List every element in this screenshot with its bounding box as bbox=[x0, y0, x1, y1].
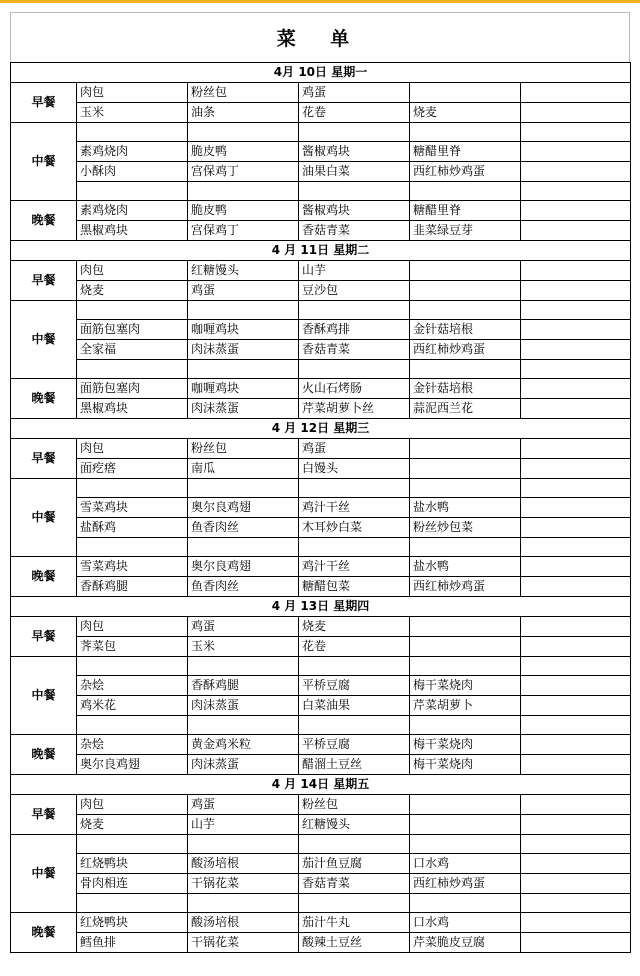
meal-label: 早餐 bbox=[11, 261, 77, 301]
dish-cell bbox=[77, 716, 188, 735]
dish-cell: 鱼香肉丝 bbox=[188, 577, 299, 597]
dish-cell bbox=[521, 538, 631, 557]
dish-cell: 盐水鸭 bbox=[410, 557, 521, 577]
meal-label: 早餐 bbox=[11, 439, 77, 479]
dish-cell bbox=[521, 182, 631, 201]
menu-table-body bbox=[11, 63, 631, 953]
dish-cell: 粉丝包 bbox=[188, 83, 299, 103]
dish-cell: 黄金鸡米粒 bbox=[188, 735, 299, 755]
table-row bbox=[11, 182, 631, 201]
table-row bbox=[11, 201, 631, 221]
dish-cell: 平桥豆腐 bbox=[299, 735, 410, 755]
dish-cell: 糖醋里脊 bbox=[410, 201, 521, 221]
table-row bbox=[11, 894, 631, 913]
dish-cell: 糖醋包菜 bbox=[299, 577, 410, 597]
dish-cell: 金针菇培根 bbox=[410, 379, 521, 399]
meal-label: 晚餐 bbox=[11, 735, 77, 775]
dish-cell: 面疙瘩 bbox=[77, 459, 188, 479]
dish-cell bbox=[299, 716, 410, 735]
dish-cell: 糖醋里脊 bbox=[410, 142, 521, 162]
table-row bbox=[11, 123, 631, 142]
dish-cell: 盐水鸭 bbox=[410, 498, 521, 518]
dish-cell: 油条 bbox=[188, 103, 299, 123]
dish-cell: 肉包 bbox=[77, 261, 188, 281]
dish-cell: 鸡蛋 bbox=[188, 795, 299, 815]
dish-cell bbox=[521, 142, 631, 162]
dish-cell bbox=[410, 795, 521, 815]
dish-cell: 肉包 bbox=[77, 617, 188, 637]
day-header: 4月 10日 星期一 bbox=[11, 63, 631, 83]
page-title bbox=[10, 12, 630, 62]
table-row bbox=[11, 340, 631, 360]
menu-table bbox=[10, 62, 631, 953]
dish-cell bbox=[521, 221, 631, 241]
dish-cell: 奥尔良鸡翅 bbox=[188, 557, 299, 577]
dish-cell bbox=[521, 913, 631, 933]
table-row bbox=[11, 933, 631, 953]
dish-cell: 雪菜鸡块 bbox=[77, 557, 188, 577]
dish-cell: 西红柿炒鸡蛋 bbox=[410, 340, 521, 360]
dish-cell: 面筋包塞肉 bbox=[77, 320, 188, 340]
dish-cell: 香菇青菜 bbox=[299, 340, 410, 360]
dish-cell: 茄汁牛丸 bbox=[299, 913, 410, 933]
dish-cell: 白馒头 bbox=[299, 459, 410, 479]
dish-cell: 烧麦 bbox=[77, 281, 188, 301]
dish-cell: 脆皮鸭 bbox=[188, 201, 299, 221]
day-header-row bbox=[11, 241, 631, 261]
dish-cell bbox=[521, 123, 631, 142]
dish-cell bbox=[188, 182, 299, 201]
day-header: 4 月 11日 星期二 bbox=[11, 241, 631, 261]
day-header-row bbox=[11, 419, 631, 439]
dish-cell: 金针菇培根 bbox=[410, 320, 521, 340]
dish-cell bbox=[77, 301, 188, 320]
table-row bbox=[11, 696, 631, 716]
dish-cell bbox=[521, 557, 631, 577]
dish-cell bbox=[521, 696, 631, 716]
table-row bbox=[11, 795, 631, 815]
day-header: 4 月 13日 星期四 bbox=[11, 597, 631, 617]
dish-cell bbox=[521, 657, 631, 676]
table-row bbox=[11, 755, 631, 775]
dish-cell: 肉包 bbox=[77, 439, 188, 459]
dish-cell: 黑椒鸡块 bbox=[77, 399, 188, 419]
dish-cell: 茄汁鱼豆腐 bbox=[299, 854, 410, 874]
dish-cell: 肉包 bbox=[77, 83, 188, 103]
table-row bbox=[11, 261, 631, 281]
dish-cell bbox=[521, 637, 631, 657]
dish-cell: 肉沫蒸蛋 bbox=[188, 755, 299, 775]
dish-cell bbox=[521, 755, 631, 775]
dish-cell: 蒜泥西兰花 bbox=[410, 399, 521, 419]
dish-cell: 奥尔良鸡翅 bbox=[188, 498, 299, 518]
dish-cell: 素鸡烧肉 bbox=[77, 142, 188, 162]
dish-cell: 肉包 bbox=[77, 795, 188, 815]
dish-cell bbox=[521, 439, 631, 459]
day-header-row bbox=[11, 775, 631, 795]
dish-cell: 玉米 bbox=[188, 637, 299, 657]
dish-cell: 宫保鸡丁 bbox=[188, 162, 299, 182]
meal-label: 中餐 bbox=[11, 123, 77, 201]
dish-cell bbox=[521, 735, 631, 755]
meal-label: 中餐 bbox=[11, 301, 77, 379]
dish-cell: 烧麦 bbox=[299, 617, 410, 637]
dish-cell: 芹菜脆皮豆腐 bbox=[410, 933, 521, 953]
dish-cell bbox=[521, 498, 631, 518]
dish-cell bbox=[521, 874, 631, 894]
meal-label: 晚餐 bbox=[11, 379, 77, 419]
dish-cell bbox=[77, 479, 188, 498]
table-row bbox=[11, 360, 631, 379]
dish-cell: 梅干菜烧肉 bbox=[410, 735, 521, 755]
dish-cell: 烧麦 bbox=[410, 103, 521, 123]
dish-cell bbox=[521, 360, 631, 379]
dish-cell bbox=[188, 657, 299, 676]
table-row bbox=[11, 716, 631, 735]
table-row bbox=[11, 577, 631, 597]
table-row bbox=[11, 221, 631, 241]
dish-cell: 肉沫蒸蛋 bbox=[188, 696, 299, 716]
top-accent-stripe bbox=[0, 0, 640, 3]
dish-cell bbox=[521, 933, 631, 953]
dish-cell: 粉丝炒包菜 bbox=[410, 518, 521, 538]
table-row bbox=[11, 557, 631, 577]
day-header: 4 月 12日 星期三 bbox=[11, 419, 631, 439]
menu-sheet bbox=[10, 12, 630, 953]
table-row bbox=[11, 657, 631, 676]
dish-cell bbox=[521, 795, 631, 815]
dish-cell: 鸡蛋 bbox=[299, 83, 410, 103]
dish-cell: 鸡蛋 bbox=[188, 617, 299, 637]
dish-cell: 黑椒鸡块 bbox=[77, 221, 188, 241]
dish-cell: 油果白菜 bbox=[299, 162, 410, 182]
dish-cell: 西红柿炒鸡蛋 bbox=[410, 577, 521, 597]
table-row bbox=[11, 617, 631, 637]
dish-cell bbox=[410, 281, 521, 301]
dish-cell: 面筋包塞肉 bbox=[77, 379, 188, 399]
dish-cell bbox=[410, 894, 521, 913]
dish-cell bbox=[410, 301, 521, 320]
dish-cell: 韭菜绿豆芽 bbox=[410, 221, 521, 241]
table-row bbox=[11, 835, 631, 854]
table-row bbox=[11, 142, 631, 162]
dish-cell: 香菇青菜 bbox=[299, 221, 410, 241]
dish-cell: 口水鸡 bbox=[410, 913, 521, 933]
dish-cell bbox=[299, 123, 410, 142]
dish-cell: 玉米 bbox=[77, 103, 188, 123]
dish-cell: 奥尔良鸡翅 bbox=[77, 755, 188, 775]
table-row bbox=[11, 854, 631, 874]
dish-cell bbox=[299, 657, 410, 676]
dish-cell: 梅干菜烧肉 bbox=[410, 755, 521, 775]
table-row bbox=[11, 301, 631, 320]
dish-cell bbox=[410, 182, 521, 201]
title-text: 菜 单 bbox=[276, 28, 364, 50]
table-row bbox=[11, 735, 631, 755]
dish-cell bbox=[410, 360, 521, 379]
dish-cell: 花卷 bbox=[299, 103, 410, 123]
dish-cell: 香酥鸡腿 bbox=[188, 676, 299, 696]
meal-label: 早餐 bbox=[11, 83, 77, 123]
table-row bbox=[11, 379, 631, 399]
dish-cell bbox=[77, 123, 188, 142]
dish-cell bbox=[188, 360, 299, 379]
dish-cell: 鸡汁干丝 bbox=[299, 557, 410, 577]
dish-cell bbox=[410, 617, 521, 637]
dish-cell bbox=[410, 538, 521, 557]
dish-cell bbox=[521, 281, 631, 301]
table-row bbox=[11, 815, 631, 835]
dish-cell bbox=[410, 439, 521, 459]
dish-cell bbox=[77, 894, 188, 913]
dish-cell bbox=[521, 479, 631, 498]
dish-cell: 鸡汁干丝 bbox=[299, 498, 410, 518]
dish-cell bbox=[299, 538, 410, 557]
dish-cell: 烧麦 bbox=[77, 815, 188, 835]
dish-cell bbox=[521, 340, 631, 360]
dish-cell bbox=[299, 182, 410, 201]
dish-cell: 酸辣土豆丝 bbox=[299, 933, 410, 953]
dish-cell bbox=[299, 360, 410, 379]
dish-cell: 骨肉相连 bbox=[77, 874, 188, 894]
dish-cell bbox=[521, 201, 631, 221]
dish-cell: 山芋 bbox=[299, 261, 410, 281]
dish-cell bbox=[188, 716, 299, 735]
dish-cell bbox=[188, 301, 299, 320]
dish-cell: 梅干菜烧肉 bbox=[410, 676, 521, 696]
day-header: 4 月 14日 星期五 bbox=[11, 775, 631, 795]
dish-cell: 荠菜包 bbox=[77, 637, 188, 657]
dish-cell: 小酥肉 bbox=[77, 162, 188, 182]
dish-cell bbox=[188, 123, 299, 142]
table-row bbox=[11, 498, 631, 518]
dish-cell: 杂烩 bbox=[77, 676, 188, 696]
dish-cell bbox=[521, 518, 631, 538]
dish-cell bbox=[77, 657, 188, 676]
dish-cell: 酱椒鸡块 bbox=[299, 142, 410, 162]
table-row bbox=[11, 459, 631, 479]
table-row bbox=[11, 637, 631, 657]
table-row bbox=[11, 103, 631, 123]
dish-cell: 咖喱鸡块 bbox=[188, 379, 299, 399]
dish-cell: 酸汤培根 bbox=[188, 854, 299, 874]
dish-cell bbox=[521, 815, 631, 835]
dish-cell bbox=[299, 835, 410, 854]
table-row bbox=[11, 538, 631, 557]
dish-cell bbox=[410, 637, 521, 657]
dish-cell: 粉丝包 bbox=[188, 439, 299, 459]
dish-cell: 香酥鸡排 bbox=[299, 320, 410, 340]
table-row bbox=[11, 162, 631, 182]
dish-cell bbox=[77, 835, 188, 854]
dish-cell: 火山石烤肠 bbox=[299, 379, 410, 399]
table-row bbox=[11, 439, 631, 459]
dish-cell: 宫保鸡丁 bbox=[188, 221, 299, 241]
dish-cell: 干锅花菜 bbox=[188, 933, 299, 953]
dish-cell: 鸡米花 bbox=[77, 696, 188, 716]
dish-cell bbox=[410, 716, 521, 735]
dish-cell: 芹菜胡萝卜 bbox=[410, 696, 521, 716]
dish-cell bbox=[410, 479, 521, 498]
table-row bbox=[11, 83, 631, 103]
dish-cell: 鸡蛋 bbox=[299, 439, 410, 459]
dish-cell bbox=[521, 577, 631, 597]
dish-cell bbox=[521, 261, 631, 281]
table-row bbox=[11, 281, 631, 301]
dish-cell bbox=[521, 854, 631, 874]
dish-cell: 脆皮鸭 bbox=[188, 142, 299, 162]
table-row bbox=[11, 518, 631, 538]
dish-cell bbox=[410, 261, 521, 281]
dish-cell: 香酥鸡腿 bbox=[77, 577, 188, 597]
dish-cell bbox=[521, 676, 631, 696]
dish-cell: 肉沫蒸蛋 bbox=[188, 340, 299, 360]
dish-cell: 白菜油果 bbox=[299, 696, 410, 716]
dish-cell: 杂烩 bbox=[77, 735, 188, 755]
dish-cell bbox=[410, 123, 521, 142]
dish-cell: 豆沙包 bbox=[299, 281, 410, 301]
dish-cell bbox=[521, 320, 631, 340]
dish-cell: 西红柿炒鸡蛋 bbox=[410, 162, 521, 182]
dish-cell bbox=[521, 835, 631, 854]
dish-cell bbox=[410, 657, 521, 676]
dish-cell bbox=[410, 459, 521, 479]
dish-cell: 酱椒鸡块 bbox=[299, 201, 410, 221]
dish-cell: 平桥豆腐 bbox=[299, 676, 410, 696]
dish-cell: 口水鸡 bbox=[410, 854, 521, 874]
dish-cell bbox=[410, 815, 521, 835]
dish-cell: 雪菜鸡块 bbox=[77, 498, 188, 518]
dish-cell bbox=[521, 716, 631, 735]
dish-cell: 肉沫蒸蛋 bbox=[188, 399, 299, 419]
dish-cell bbox=[188, 538, 299, 557]
dish-cell bbox=[521, 617, 631, 637]
dish-cell bbox=[521, 459, 631, 479]
dish-cell bbox=[299, 479, 410, 498]
dish-cell bbox=[77, 360, 188, 379]
dish-cell: 花卷 bbox=[299, 637, 410, 657]
dish-cell bbox=[521, 379, 631, 399]
dish-cell: 红烧鸭块 bbox=[77, 913, 188, 933]
meal-label: 早餐 bbox=[11, 617, 77, 657]
dish-cell bbox=[521, 399, 631, 419]
dish-cell: 鸡蛋 bbox=[188, 281, 299, 301]
dish-cell: 素鸡烧肉 bbox=[77, 201, 188, 221]
dish-cell: 咖喱鸡块 bbox=[188, 320, 299, 340]
dish-cell: 木耳炒白菜 bbox=[299, 518, 410, 538]
dish-cell bbox=[521, 162, 631, 182]
day-header-row bbox=[11, 597, 631, 617]
meal-label: 晚餐 bbox=[11, 557, 77, 597]
table-row bbox=[11, 399, 631, 419]
meal-label: 中餐 bbox=[11, 657, 77, 735]
dish-cell bbox=[299, 894, 410, 913]
dish-cell bbox=[521, 301, 631, 320]
dish-cell bbox=[77, 182, 188, 201]
meal-label: 晚餐 bbox=[11, 913, 77, 953]
dish-cell bbox=[188, 894, 299, 913]
dish-cell bbox=[188, 479, 299, 498]
meal-label: 中餐 bbox=[11, 479, 77, 557]
dish-cell bbox=[410, 835, 521, 854]
meal-label: 早餐 bbox=[11, 795, 77, 835]
dish-cell: 盐酥鸡 bbox=[77, 518, 188, 538]
dish-cell: 芹菜胡萝卜丝 bbox=[299, 399, 410, 419]
dish-cell: 南瓜 bbox=[188, 459, 299, 479]
dish-cell: 红糖馒头 bbox=[299, 815, 410, 835]
dish-cell: 香菇青菜 bbox=[299, 874, 410, 894]
dish-cell bbox=[521, 894, 631, 913]
table-row bbox=[11, 479, 631, 498]
dish-cell bbox=[188, 835, 299, 854]
dish-cell bbox=[77, 538, 188, 557]
dish-cell: 粉丝包 bbox=[299, 795, 410, 815]
meal-label: 晚餐 bbox=[11, 201, 77, 241]
dish-cell bbox=[521, 83, 631, 103]
dish-cell: 醋溜土豆丝 bbox=[299, 755, 410, 775]
dish-cell: 全家福 bbox=[77, 340, 188, 360]
dish-cell: 鱼香肉丝 bbox=[188, 518, 299, 538]
dish-cell: 干锅花菜 bbox=[188, 874, 299, 894]
dish-cell bbox=[410, 83, 521, 103]
day-header-row bbox=[11, 63, 631, 83]
dish-cell: 鳕鱼排 bbox=[77, 933, 188, 953]
table-row bbox=[11, 913, 631, 933]
dish-cell: 红糖馒头 bbox=[188, 261, 299, 281]
dish-cell: 西红柿炒鸡蛋 bbox=[410, 874, 521, 894]
dish-cell: 红烧鸭块 bbox=[77, 854, 188, 874]
table-row bbox=[11, 320, 631, 340]
dish-cell bbox=[521, 103, 631, 123]
dish-cell: 山芋 bbox=[188, 815, 299, 835]
table-row bbox=[11, 874, 631, 894]
table-row bbox=[11, 676, 631, 696]
dish-cell: 酸汤培根 bbox=[188, 913, 299, 933]
dish-cell bbox=[299, 301, 410, 320]
meal-label: 中餐 bbox=[11, 835, 77, 913]
